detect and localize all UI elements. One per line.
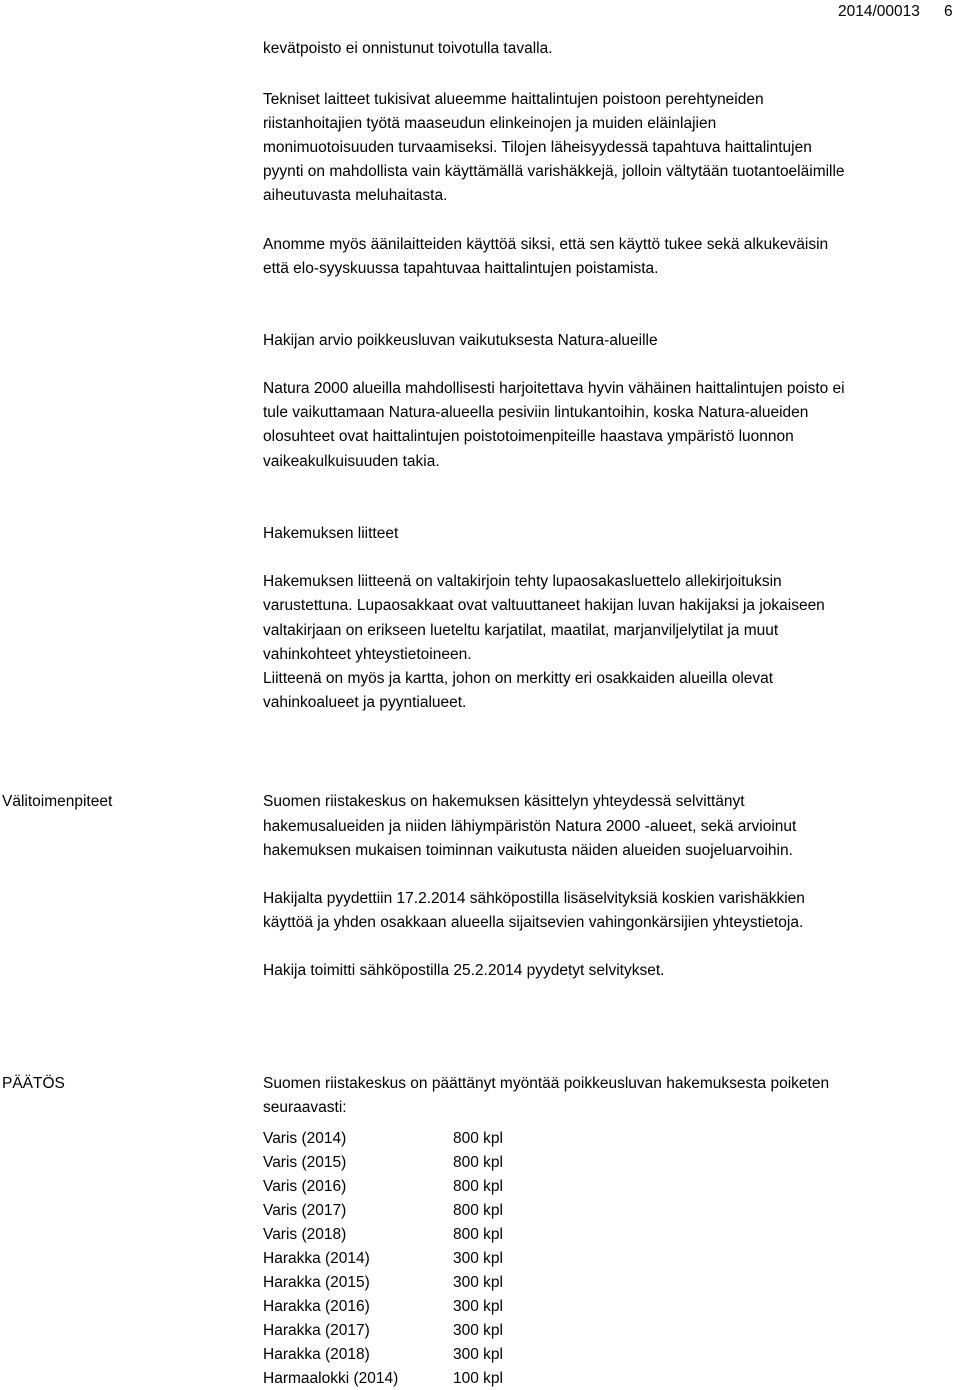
species-cell: Harakka (2014): [263, 1250, 370, 1267]
text-line: hakemusalueiden ja niiden lähiympäristön Natura 2000 -alueet, sekä arvioinut: [263, 818, 797, 835]
text-line: että elo-syyskuussa tapahtuvaa haittalintujen poistamista.: [263, 260, 659, 277]
text-line: pyynti on mahdollista vain käyttämällä varishäkkejä, jolloin vältytään tuotantoeläimille: [263, 163, 845, 180]
section-heading-natura: Hakijan arvio poikkeusluvan vaikutuksesta Natura-alueille: [263, 332, 658, 349]
text-line: seuraavasti:: [263, 1099, 347, 1116]
text-line: Liitteenä on myös ja kartta, johon on merkitty eri osakkaiden alueilla olevat: [263, 670, 774, 687]
species-cell: Varis (2016): [263, 1178, 347, 1195]
species-cell: Harakka (2018): [263, 1346, 370, 1363]
amount-cell: 300 kpl: [453, 1322, 503, 1339]
text-line: riistanhoitajien työtä maaseudun elinkeinojen ja muiden eläinlajien: [263, 115, 717, 132]
text-line: varustettuna. Lupaosakkaat ovat valtuuttaneet hakijan luvan hakijaksi ja jokaiseen: [263, 597, 825, 614]
text-line: vahinkohteet yhteystietoineen.: [263, 646, 472, 663]
section-label-interim: Välitoimenpiteet: [2, 793, 113, 810]
amount-cell: 300 kpl: [453, 1250, 503, 1267]
amount-cell: 800 kpl: [453, 1226, 503, 1243]
amount-cell: 800 kpl: [453, 1130, 503, 1147]
text-line: aiheutuvasta meluhaitasta.: [263, 187, 448, 204]
document-reference-number: 2014/00013: [838, 3, 920, 20]
page-number: 6: [944, 3, 953, 20]
text-line: Anomme myös äänilaitteiden käyttöä siksi, että sen käyttö tukee sekä alkukeväisin: [263, 236, 829, 253]
text-line: Tekniset laitteet tukisivat alueemme haittalintujen poistoon perehtyneiden: [263, 91, 764, 108]
text-line: Suomen riistakeskus on päättänyt myöntää poikkeusluvan hakemuksesta poiketen: [263, 1075, 830, 1092]
species-cell: Varis (2014): [263, 1130, 347, 1147]
text-line: hakemuksen mukaisen toiminnan vaikutusta näiden alueiden suojeluarvoihin.: [263, 842, 793, 859]
species-cell: Harakka (2015): [263, 1274, 370, 1291]
text-line: vahinkoalueet ja pyyntialueet.: [263, 694, 467, 711]
amount-cell: 800 kpl: [453, 1154, 503, 1171]
species-cell: Harakka (2017): [263, 1322, 370, 1339]
amount-cell: 300 kpl: [453, 1274, 503, 1291]
text-line: Natura 2000 alueilla mahdollisesti harjoitettava hyvin vähäinen haittalintujen poisto ei: [263, 380, 845, 397]
text-line: käyttöä ja yhden osakkaan alueella sijaitsevien vahingonkärsijien yhteystietoja.: [263, 914, 804, 931]
amount-cell: 300 kpl: [453, 1298, 503, 1315]
section-label-decision: PÄÄTÖS: [2, 1075, 65, 1092]
section-heading-attachments: Hakemuksen liitteet: [263, 525, 399, 542]
species-cell: Varis (2015): [263, 1154, 347, 1171]
amount-cell: 100 kpl: [453, 1370, 503, 1387]
text-line: valtakirjaan on erikseen lueteltu karjatilat, maatilat, marjanviljelytilat ja muut: [263, 622, 779, 639]
text-line: Suomen riistakeskus on hakemuksen käsittelyn yhteydessä selvittänyt: [263, 793, 745, 810]
species-cell: Varis (2018): [263, 1226, 347, 1243]
text-line: olosuhteet ovat haittalintujen poistotoimenpiteille haastava ympäristö luonnon: [263, 428, 794, 445]
amount-cell: 800 kpl: [453, 1178, 503, 1195]
text-line: Hakija toimitti sähköpostilla 25.2.2014 pyydetyt selvitykset.: [263, 962, 665, 979]
text-line: tule vaikuttamaan Natura-alueella pesiviin lintukantoihin, koska Natura-alueiden: [263, 404, 809, 421]
text-line: kevätpoisto ei onnistunut toivotulla tavalla.: [263, 40, 553, 57]
species-cell: Harmaalokki (2014): [263, 1370, 399, 1387]
species-cell: Varis (2017): [263, 1202, 347, 1219]
text-line: Hakemuksen liitteenä on valtakirjoin tehty lupaosakasluettelo allekirjoituksin: [263, 573, 782, 590]
species-cell: Harakka (2016): [263, 1298, 370, 1315]
text-line: vaikeakulkuisuuden takia.: [263, 453, 440, 470]
amount-cell: 800 kpl: [453, 1202, 503, 1219]
text-line: Hakijalta pyydettiin 17.2.2014 sähköpostilla lisäselvityksiä koskien varishäkkien: [263, 890, 805, 907]
text-line: monimuotoisuuden turvaamiseksi. Tilojen läheisyydessä tapahtuva haittalintujen: [263, 139, 812, 156]
amount-cell: 300 kpl: [453, 1346, 503, 1363]
